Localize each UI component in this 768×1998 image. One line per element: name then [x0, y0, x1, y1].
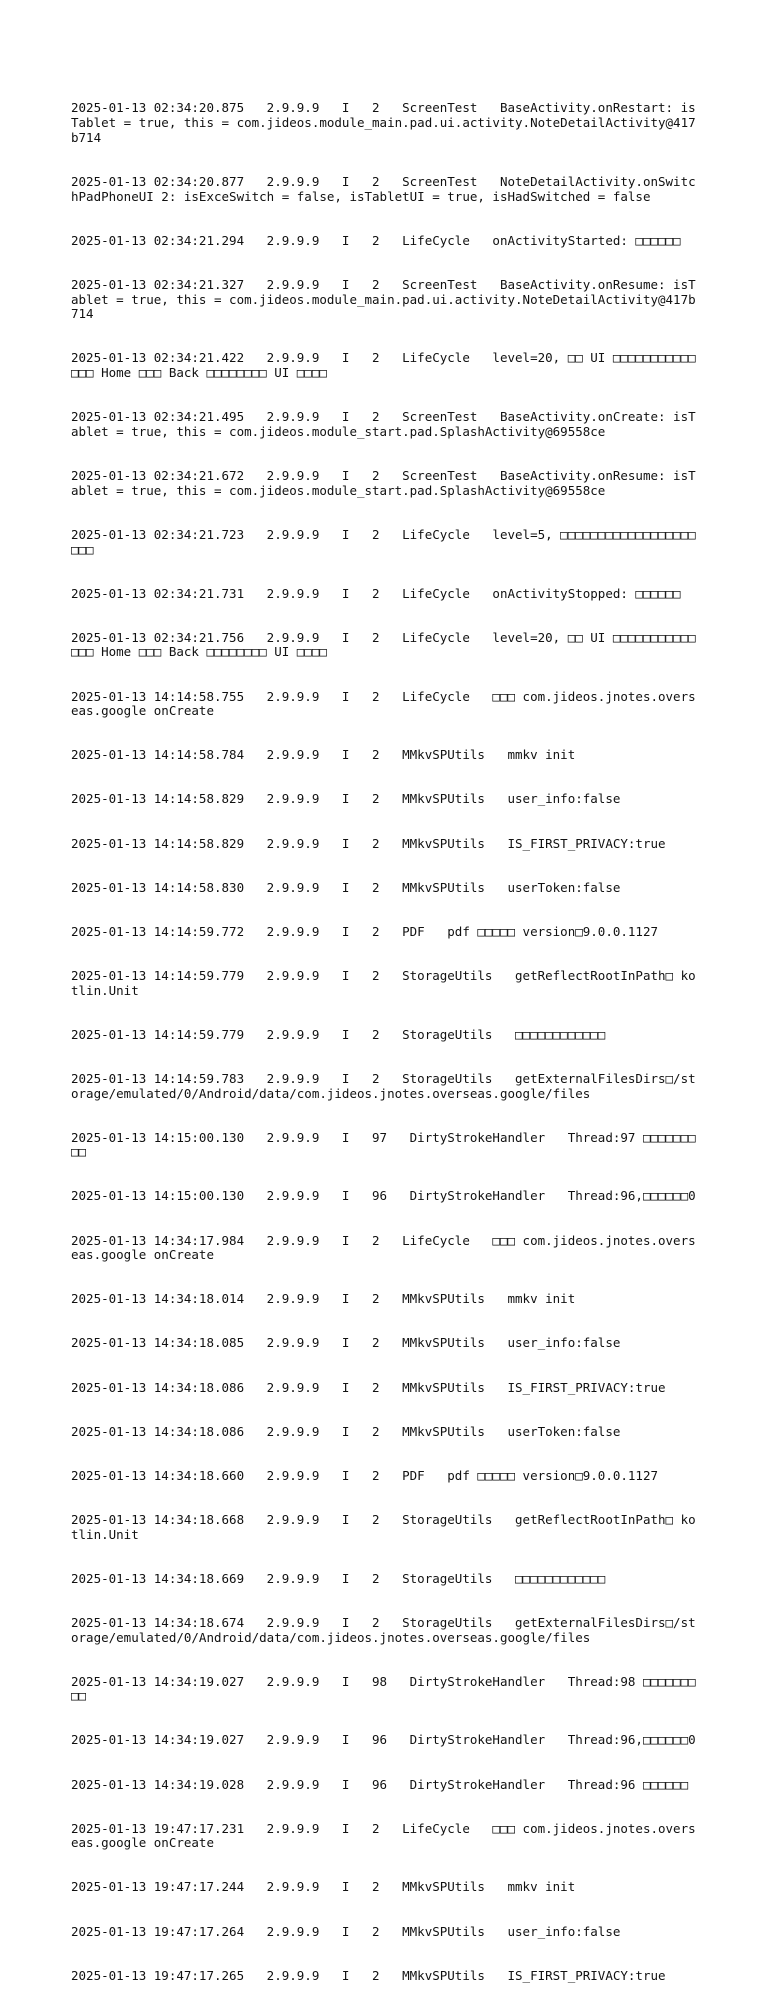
log-line: 2025-01-13 14:14:58.829 2.9.9.9 I 2 MMkvSPUtils IS_FIRST_PRIVACY:true — [71, 835, 666, 851]
log-line: 2025-01-13 14:14:58.830 2.9.9.9 I 2 MMkvSPUtils userToken:false — [71, 879, 621, 895]
log-line: 2025-01-13 14:34:17.984 2.9.9.9 I 2 LifeCycle □□□ com.jideos.jnotes.overseas.google onCreate — [71, 1232, 696, 1263]
log-line: 2025-01-13 14:34:18.014 2.9.9.9 I 2 MMkvSPUtils mmkv init — [71, 1291, 576, 1307]
log-line: 2025-01-13 14:14:59.779 2.9.9.9 I 2 StorageUtils getReflectRootInPath□ kotlin.Unit — [71, 967, 696, 998]
log-line: 2025-01-13 14:14:58.755 2.9.9.9 I 2 LifeCycle □□□ com.jideos.jnotes.overseas.google onCreate — [71, 688, 696, 719]
log-line: 2025-01-13 14:34:18.660 2.9.9.9 I 2 PDF pdf □□□□□ version□9.0.0.1127 — [71, 1467, 658, 1483]
log-line: 2025-01-13 14:34:19.028 2.9.9.9 I 96 DirtyStrokeHandler Thread:96 □□□□□□ — [71, 1776, 689, 1792]
log-line: 2025-01-13 02:34:21.731 2.9.9.9 I 2 LifeCycle onActivityStopped: □□□□□□ — [71, 585, 681, 601]
log-line: 2025-01-13 02:34:21.327 2.9.9.9 I 2 ScreenTest BaseActivity.onResume: isTablet = true, this = com.jideos.module_main.pad.ui.activity.NoteDetailActivity@417b714 — [71, 276, 696, 322]
log-line: 2025-01-13 14:34:19.027 2.9.9.9 I 98 DirtyStrokeHandler Thread:98 □□□□□□□□□ — [71, 1673, 696, 1704]
log-line: 2025-01-13 14:34:18.085 2.9.9.9 I 2 MMkvSPUtils user_info:false — [71, 1335, 621, 1351]
log-line: 2025-01-13 14:14:59.772 2.9.9.9 I 2 PDF pdf □□□□□ version□9.0.0.1127 — [71, 923, 658, 939]
log-line: 2025-01-13 14:34:18.086 2.9.9.9 I 2 MMkvSPUtils userToken:false — [71, 1423, 621, 1439]
log-line: 2025-01-13 02:34:21.495 2.9.9.9 I 2 ScreenTest BaseActivity.onCreate: isTablet = true, this = com.jideos.module_start.pad.SplashActivity@69558ce — [71, 409, 696, 439]
log-line: 2025-01-13 19:47:17.244 2.9.9.9 I 2 MMkvSPUtils mmkv init — [71, 1879, 576, 1895]
log-line: 2025-01-13 19:47:17.264 2.9.9.9 I 2 MMkvSPUtils user_info:false — [71, 1923, 621, 1939]
log-line: 2025-01-13 14:14:58.829 2.9.9.9 I 2 MMkvSPUtils user_info:false — [71, 791, 621, 807]
log-line: 2025-01-13 02:34:21.756 2.9.9.9 I 2 LifeCycle level=20, □□ UI □□□□□□□□□□□□□□ Home □□□ Back □□□□□□□□ UI □□□□ — [71, 629, 696, 660]
log-line: 2025-01-13 02:34:21.723 2.9.9.9 I 2 LifeCycle level=5, □□□□□□□□□□□□□□□□□□□□□ — [71, 526, 696, 557]
log-line: 2025-01-13 02:34:21.422 2.9.9.9 I 2 LifeCycle level=20, □□ UI □□□□□□□□□□□□□□ Home □□□ Back □□□□□□□□ UI □□□□ — [71, 350, 696, 381]
log-document — [71, 72, 699, 1998]
log-line: 2025-01-13 14:34:18.668 2.9.9.9 I 2 StorageUtils getReflectRootInPath□ kotlin.Unit — [71, 1511, 696, 1542]
log-line: 2025-01-13 14:14:59.779 2.9.9.9 I 2 StorageUtils □□□□□□□□□□□□ — [71, 1026, 606, 1042]
log-line: 2025-01-13 19:47:17.231 2.9.9.9 I 2 LifeCycle □□□ com.jideos.jnotes.overseas.google onCreate — [71, 1820, 696, 1851]
log-line: 2025-01-13 14:34:18.674 2.9.9.9 I 2 StorageUtils getExternalFilesDirs□/storage/emulated/0/Android/data/com.jideos.jnotes.overseas.google/files — [71, 1614, 696, 1645]
log-line: 2025-01-13 14:34:18.086 2.9.9.9 I 2 MMkvSPUtils IS_FIRST_PRIVACY:true — [71, 1379, 666, 1395]
log-line: 2025-01-13 19:47:17.265 2.9.9.9 I 2 MMkvSPUtils IS_FIRST_PRIVACY:true — [71, 1967, 666, 1983]
log-line: 2025-01-13 14:14:58.784 2.9.9.9 I 2 MMkvSPUtils mmkv init — [71, 747, 576, 763]
log-line: 2025-01-13 14:34:18.669 2.9.9.9 I 2 StorageUtils □□□□□□□□□□□□ — [71, 1570, 606, 1586]
log-line: 2025-01-13 14:34:19.027 2.9.9.9 I 96 DirtyStrokeHandler Thread:96,□□□□□□0 — [71, 1732, 696, 1748]
log-line: 2025-01-13 02:34:21.294 2.9.9.9 I 2 LifeCycle onActivityStarted: □□□□□□ — [71, 232, 681, 248]
log-line: 2025-01-13 02:34:21.672 2.9.9.9 I 2 ScreenTest BaseActivity.onResume: isTablet = true, this = com.jideos.module_start.pad.SplashActivity@69558ce — [71, 467, 696, 498]
log-line: 2025-01-13 14:14:59.783 2.9.9.9 I 2 StorageUtils getExternalFilesDirs□/storage/emulated/0/Android/data/com.jideos.jnotes.overseas.google/files — [71, 1070, 696, 1101]
log-line: 2025-01-13 02:34:20.875 2.9.9.9 I 2 ScreenTest BaseActivity.onRestart: isTablet = true, this = com.jideos.module_main.pad.ui.activity.NoteDetailActivity@417b714 — [71, 100, 696, 145]
log-line: 2025-01-13 14:15:00.130 2.9.9.9 I 97 DirtyStrokeHandler Thread:97 □□□□□□□□□ — [71, 1129, 696, 1160]
log-line: 2025-01-13 14:15:00.130 2.9.9.9 I 96 DirtyStrokeHandler Thread:96,□□□□□□0 — [71, 1188, 696, 1204]
log-line: 2025-01-13 02:34:20.877 2.9.9.9 I 2 ScreenTest NoteDetailActivity.onSwitchPadPhoneUI 2: isExceSwitch = false, isTabletUI = true, isHadSwitched = false — [71, 173, 696, 204]
